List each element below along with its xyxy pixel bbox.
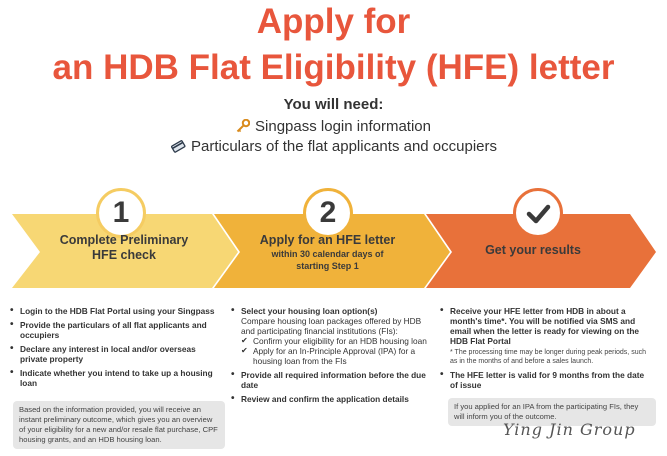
step2-number-circle: 2	[303, 188, 353, 238]
step1-outcome-box: Based on the information provided, you will receive an instant preliminary outcome, which gives you an overview of your eligibility for a new and/or resale flat purchase, CPF housing grants, and an HDB housing loan.	[13, 401, 225, 449]
needs-item2-text: Particulars of the flat applicants and occupiers	[191, 138, 497, 155]
step1-details	[10, 306, 218, 392]
step1-bullet: • Indicate whether you intend to take up a housing loan	[10, 368, 218, 388]
needs-item1-text: Singpass login information	[255, 118, 431, 135]
needs-item-singpass	[0, 118, 667, 137]
step2-details	[231, 306, 427, 408]
page-title-line1: Apply for	[256, 2, 411, 41]
id-card-icon	[170, 139, 186, 157]
step3-note: * The processing time may be longer during peak periods, such as in the months of and before a sales launch.	[450, 349, 646, 365]
step3-bullet: • Receive your HFE letter from HDB in about a month's time*. You will be notified via SMS and email when the letter is ready for viewing on the HDB Flat Portal	[440, 306, 652, 346]
step2-bullet: • Provide all required information before the due date	[231, 370, 427, 390]
step2-bullet1-desc: Compare housing loan packages offered by HDB and participating financial institutions (FIs):	[241, 316, 422, 336]
step2-check-item: ✔ Apply for an In-Principle Approval (IPA) for a housing loan from the FIs	[241, 346, 427, 366]
step1-label	[44, 233, 204, 263]
step3-bullet: • The HFE letter is valid for 9 months from the date of issue	[440, 370, 652, 390]
step1-number-circle: 1	[96, 188, 146, 238]
needs-heading: You will need:	[283, 96, 384, 113]
step2-label-sub2: starting Step 1	[296, 261, 359, 271]
step3-details	[440, 306, 652, 394]
step3-check-circle	[513, 188, 563, 238]
step1-label-line1: Complete Preliminary	[59, 233, 189, 247]
step3-label: Get your results	[485, 243, 581, 257]
key-icon	[236, 119, 250, 137]
step2-bullet: • Review and confirm the application details	[231, 394, 427, 404]
checkmark-icon	[524, 196, 552, 229]
step1-bullet: • Provide the particulars of all flat applicants and occupiers	[10, 320, 218, 340]
step2-check-item: ✔ Confirm your eligibility for an HDB housing loan	[241, 336, 427, 346]
step2-label-line1: Apply for an HFE letter	[259, 233, 396, 247]
step1-label-line2: HFE check	[92, 248, 156, 262]
step1-bullet: • Declare any interest in local and/or overseas private property	[10, 344, 218, 364]
step2-bullet-loan	[231, 306, 427, 366]
step2-bullet1-text: Select your housing loan option(s)	[241, 306, 378, 316]
step1-bullet: • Login to the HDB Flat Portal using your Singpass	[10, 306, 218, 316]
watermark-logo: Ying Jin Group	[503, 420, 636, 439]
page-title-line2: an HDB Flat Eligibility (HFE) letter	[52, 48, 615, 87]
step3-ipa-box: If you applied for an IPA from the participating FIs, they will inform you of the outcome.	[448, 398, 656, 426]
step2-label	[245, 233, 410, 272]
step2-label-sub1: within 30 calendar days of	[271, 249, 384, 259]
needs-item-particulars	[0, 138, 667, 157]
